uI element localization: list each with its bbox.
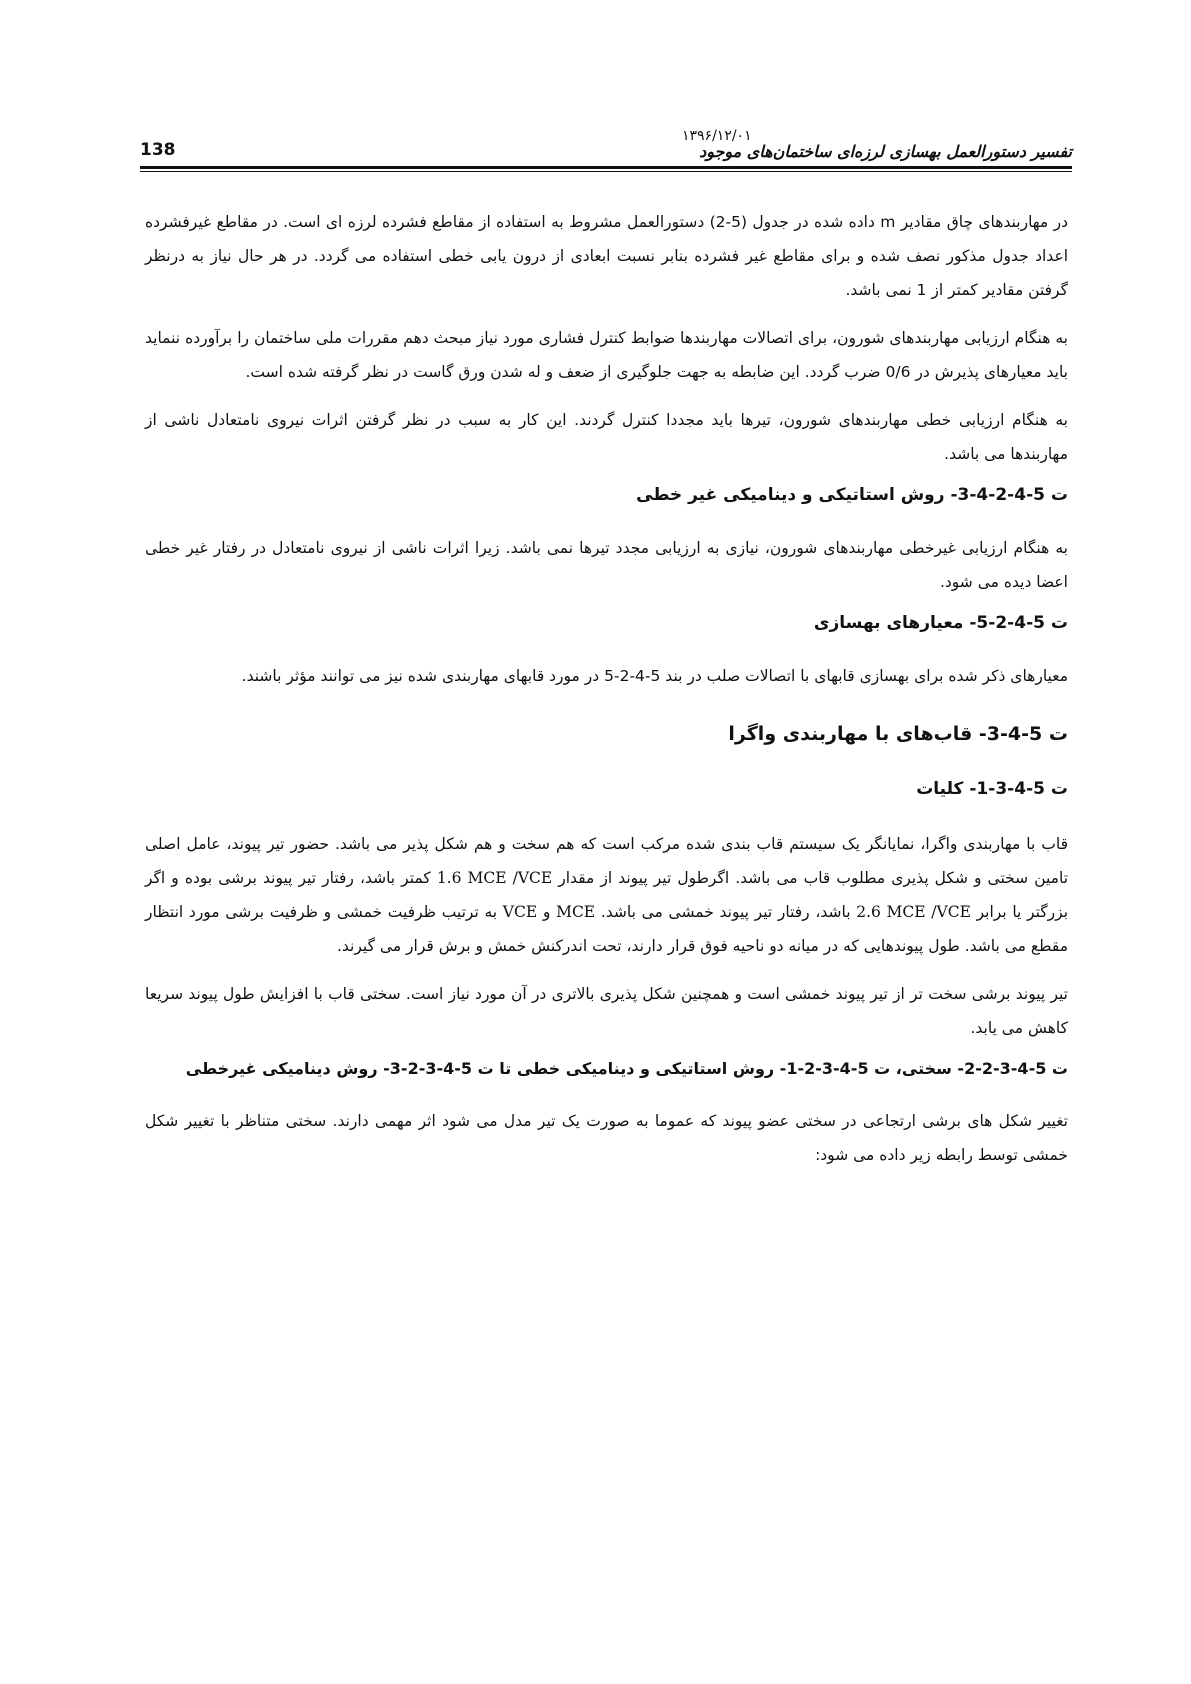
header-rule: [140, 166, 1072, 169]
formula-link-length-2: 2.6 MCE /VCE: [856, 903, 971, 921]
paragraph-nonlinear-chevron: به هنگام ارزیابی غیرخطی مهاربندهای شورون، نیازی به ارزیابی مجدد تیرها نمی باشد. زیرا اثرات ناشی از نیروی نامتعادل در رفتار غیر خطی اعضا دیده می شود.: [145, 539, 1068, 591]
symbol-mce: MCE: [556, 903, 596, 921]
paragraph-m-values: در مهاربندهای چاق مقادیر m داده شده در جدول (5-2) دستورالعمل مشروط به استفاده از مقاطع فشرده لرزه ای است. در مقاطع غیرفشرده اعداد جدول مذکور نصف شده و برای مقاطع غیر فشرده بنابر نسبت ابعادی از درون یابی خطی استفاده می گردد. در هر حال نیاز به درنظر گرفتن مقادیر کمتر از 1 نمی باشد.: [145, 213, 1068, 299]
section-heading-nonlinear: ت 5-4-2-4-3- روش استاتیکی و دینامیکی غیر خطی: [636, 485, 1068, 505]
text-run: قاب با مهاربندی واگرا، نمایانگر یک سیستم قاب بندی شده مرکب است که هم سخت و هم شکل پذیر می باشد. حضور تیر پیوند، عامل اصلی تامین سختی و شکل پذیری مطلوب قاب می باشد. اگرطول تیر پیوند از مقدار: [145, 835, 1069, 887]
header-rule-thin: [140, 171, 1072, 172]
text-run: و: [542, 903, 551, 921]
page-header: [140, 128, 1072, 164]
paragraph-stiffness: تغییر شکل های برشی ارتجاعی در سختی عضو پیوند که عموما به صورت یک تیر مدل می شود اثر مهمی دارند. سختی متناظر با تغییر شکل خمشی توسط رابطه زیر داده می شود:: [145, 1112, 1068, 1164]
header-date: ۱۳۹۶/۱۲/۰۱: [682, 128, 752, 144]
paragraph-criteria: معیارهای ذکر شده برای بهسازی قابهای با اتصالات صلب در بند 5-4-2-5 در مورد قابهای مهاربندی شده نیز می توانند مؤثر باشند.: [241, 667, 1068, 685]
text-run: باشد، رفتار تیر پیوند خمشی می باشد.: [600, 903, 851, 921]
page-body: [145, 205, 1068, 1186]
formula-link-length-1: 1.6 MCE /VCE: [436, 869, 553, 887]
page-number: 138: [140, 140, 176, 160]
section-heading-stiffness: ت 5-4-3-2-2- سختی، ت 5-4-3-2-1- روش استاتیکی و دینامیکی خطی تا ت 5-4-3-2-3- روش دینامیکی غیرخطی: [185, 1059, 1068, 1078]
section-heading-ebf: ت 5-4-3- قاب‌های با مهاربندی واگرا: [728, 723, 1068, 745]
text-run: به ترتیب ظرفیت خمشی و ظرفیت برشی مورد انتظار مقطع می باشد. طول پیوندهایی که در میانه دو ناحیه فوق قرار دارند، تحت اندرکنش خمش و برش قرار می گیرند.: [145, 903, 1068, 955]
paragraph-chevron-connections: به هنگام ارزیابی مهاربندهای شورون، برای اتصالات مهاربندها ضوابط کنترل فشاری مورد نیاز مبحث دهم مقررات ملی ساختمان را برآورده ننماید باید معیارهای پذیرش در 0/6 ضرب گردد. این ضابطه به جهت جلوگیری از ضعف و له شدن ورق گاست در نظر گرفته شده است.: [145, 329, 1068, 381]
text-run: کمتر باشد، رفتار تیر پیوند برشی بوده و اگر بزرگتر یا برابر: [145, 869, 1069, 921]
paragraph-chevron-beams: به هنگام ارزیابی خطی مهاربندهای شورون، تیرها باید مجددا کنترل گردند. این کار به سبب در نظر گرفتن اثرات نیروی نامتعادل ناشی از مهاربندها می باشد.: [145, 411, 1068, 463]
symbol-vce: VCE: [502, 903, 538, 921]
header-title: تفسیر دستورالعمل بهسازی لرزه‌ای ساختمان‌های موجود: [699, 142, 1072, 161]
paragraph-shear-link: تیر پیوند برشی سخت تر از تیر پیوند خمشی است و همچنین شکل پذیری بالاتری در آن مورد نیاز است. سختی قاب با افزایش طول پیوند سریعا کاهش می یابد.: [145, 985, 1068, 1037]
paragraph-ebf-general: [145, 827, 1068, 963]
section-heading-criteria: ت 5-4-2-5- معیارهای بهسازی: [813, 613, 1068, 633]
section-heading-general: ت 5-4-3-1- کلیات: [916, 779, 1068, 799]
